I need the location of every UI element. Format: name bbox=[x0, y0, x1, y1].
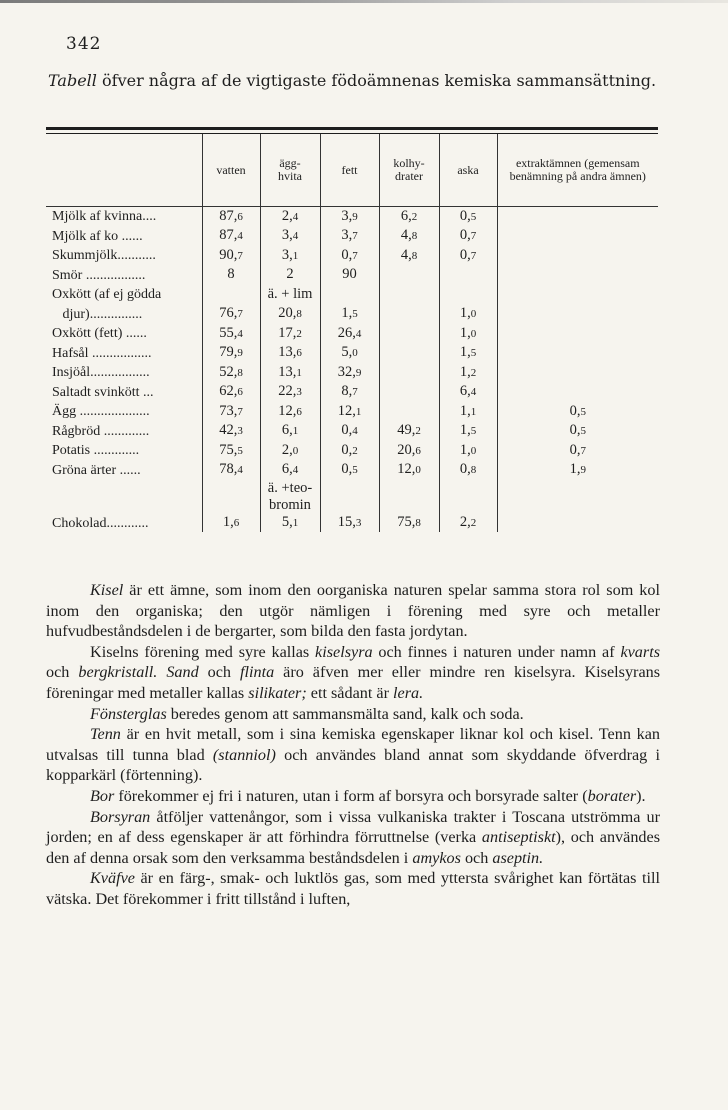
cell-extr bbox=[497, 227, 658, 247]
cell-aggh bbox=[260, 461, 320, 481]
cell-aggh bbox=[260, 246, 320, 266]
cell-value: 2 bbox=[286, 266, 294, 283]
cell-vatten bbox=[202, 305, 260, 325]
cell-decimal: 5 bbox=[470, 347, 477, 360]
cell-value: 49, bbox=[397, 422, 416, 439]
cell-decimal: 7 bbox=[237, 308, 243, 321]
food-name: Saltadt svinkött ... bbox=[52, 384, 154, 400]
cell-value: 5, bbox=[281, 514, 293, 530]
cell-aggh bbox=[260, 227, 320, 247]
paragraph-borsyran: Borsyran åtföljer vattenångor, som i vissa vulkaniska trakter i Toscana utströmma ur jorden; en af dess egenskaper är att förhindra förruttnelse (verka antiseptiskt), och användes den af denna orsak som den verksamma beståndsdelen i amykos och aseptin. bbox=[46, 807, 660, 867]
cell-extr bbox=[497, 324, 658, 344]
cell-value: 55, bbox=[219, 324, 238, 341]
cell-value: ä. + lim bbox=[267, 285, 313, 302]
cell-value: 12, bbox=[397, 461, 416, 478]
cell-value: 87, bbox=[219, 227, 238, 244]
cell-value: 1, bbox=[341, 305, 353, 322]
cell-fett bbox=[320, 285, 379, 305]
cell-decimal: 4 bbox=[292, 464, 299, 477]
cell-decimal: 5 bbox=[352, 464, 358, 477]
cell-decimal: 8 bbox=[470, 464, 477, 477]
table-row bbox=[46, 383, 658, 403]
cell-aska bbox=[439, 207, 497, 227]
cell-decimal: 4 bbox=[292, 210, 299, 223]
cell-decimal: 8 bbox=[237, 366, 243, 379]
cell-decimal: 7 bbox=[237, 249, 243, 262]
table-header-row bbox=[46, 134, 658, 207]
cell-decimal: 8 bbox=[296, 308, 302, 321]
cell-value: 1, bbox=[459, 344, 471, 361]
cell-decimal: 7 bbox=[237, 405, 243, 418]
cell-aggh bbox=[260, 344, 320, 364]
cell-value: 6, bbox=[459, 383, 471, 400]
cell-value: 20, bbox=[278, 305, 297, 322]
cell-aska bbox=[439, 246, 497, 266]
cell-kolh bbox=[379, 324, 439, 344]
cell-extr bbox=[497, 344, 658, 364]
food-name: Smör ................. bbox=[52, 267, 146, 283]
cell-value: 0, bbox=[459, 227, 471, 244]
cell-decimal: 7 bbox=[470, 230, 477, 243]
cell-decimal: 3 bbox=[296, 386, 302, 399]
cell-aska bbox=[439, 285, 497, 305]
cell-fett bbox=[320, 207, 379, 227]
cell-decimal: 4 bbox=[237, 327, 243, 340]
food-name: Mjölk af kvinna.... bbox=[52, 209, 157, 225]
cell-decimal: 8 bbox=[415, 517, 421, 529]
food-name: djur)............... bbox=[52, 306, 143, 322]
cell-value: 2, bbox=[281, 207, 293, 224]
cell-extr bbox=[497, 383, 658, 403]
cell-aska bbox=[439, 480, 497, 532]
cell-aska bbox=[439, 363, 497, 383]
food-name: Chokolad............ bbox=[52, 516, 149, 531]
cell-aska bbox=[439, 324, 497, 344]
cell-kolh bbox=[379, 344, 439, 364]
cell-fett bbox=[320, 402, 379, 422]
cell-decimal: 2 bbox=[470, 366, 477, 379]
caption-lead: Tabell bbox=[48, 71, 97, 90]
cell-value: 1, bbox=[459, 441, 471, 458]
cell-extr bbox=[497, 480, 658, 532]
cell-fett bbox=[320, 227, 379, 247]
cell-fett bbox=[320, 324, 379, 344]
header-aska: aska bbox=[439, 134, 497, 207]
cell-vatten bbox=[202, 285, 260, 305]
food-name: Ägg .................... bbox=[52, 404, 150, 420]
cell-extr bbox=[497, 207, 658, 227]
cell-decimal: 3 bbox=[355, 517, 362, 529]
cell-value: 75, bbox=[219, 441, 238, 458]
cell-vatten bbox=[202, 246, 260, 266]
cell-vatten bbox=[202, 441, 260, 461]
cell-decimal: 6 bbox=[237, 386, 243, 399]
cell-value: 52, bbox=[219, 363, 238, 380]
cell-value: 87, bbox=[219, 207, 238, 224]
cell-vatten bbox=[202, 227, 260, 247]
cell-decimal: 1 bbox=[355, 405, 362, 418]
cell-decimal: 6 bbox=[296, 405, 302, 418]
cell-decimal: 5 bbox=[470, 210, 477, 223]
paragraph-kiselsyra: Kiselns förening med syre kallas kiselsyra och finnes i naturen under namn af kvarts och bergkristall. Sand och flinta äro äfven mer eller mindre ren kiselsyra. Kiselsyrans föreningar med metaller kallas silikater; ett sådant är lera. bbox=[46, 642, 661, 702]
cell-value: 26, bbox=[337, 324, 356, 341]
cell-aggh bbox=[260, 324, 320, 344]
cell-decimal: 5 bbox=[580, 405, 586, 418]
cell-fett bbox=[320, 480, 379, 532]
cell-value: 3, bbox=[281, 227, 293, 244]
cell-decimal: 4 bbox=[352, 425, 358, 438]
cell-fett bbox=[320, 266, 379, 286]
table-row bbox=[46, 207, 658, 227]
cell-decimal: 0 bbox=[352, 347, 358, 360]
cell-kolh bbox=[379, 285, 439, 305]
cell-extr bbox=[497, 285, 658, 305]
cell-kolh bbox=[379, 480, 439, 532]
cell-value: 1, bbox=[459, 402, 471, 419]
cell-value: 13, bbox=[278, 363, 297, 380]
cell-value: 90, bbox=[219, 246, 238, 263]
cell-extr bbox=[497, 402, 658, 422]
food-name: Mjölk af ko ...... bbox=[52, 228, 143, 244]
cell-decimal: 4 bbox=[470, 386, 477, 399]
cell-value: 17, bbox=[278, 324, 297, 341]
cell-aggh bbox=[260, 422, 320, 442]
cell-value: 0, bbox=[569, 422, 581, 439]
cell-vatten bbox=[202, 422, 260, 442]
cell-decimal: 5 bbox=[580, 425, 586, 438]
composition-table bbox=[46, 134, 658, 532]
cell-note: ä. +teo- bromin bbox=[267, 480, 313, 513]
cell-kolh bbox=[379, 207, 439, 227]
cell-decimal: 2 bbox=[415, 425, 421, 438]
cell-extr bbox=[497, 305, 658, 325]
cell-aggh bbox=[260, 305, 320, 325]
cell-value: 12, bbox=[337, 402, 356, 419]
table-caption bbox=[48, 70, 668, 91]
cell-fett bbox=[320, 422, 379, 442]
cell-value: 1, bbox=[459, 305, 471, 322]
paragraph-tenn: Tenn är en hvit metall, som i sina kemiska egenskaper liknar kol och kisel. Tenn kan utvalsas till tunna blad (stanniol) och användes bland annat som skyddande öfverdrag i kopparkärl (förtenning). bbox=[46, 725, 660, 785]
cell-value: 2, bbox=[459, 514, 471, 530]
cell-decimal: 6 bbox=[237, 210, 243, 223]
cell-decimal: 9 bbox=[237, 347, 243, 360]
cell-decimal: 4 bbox=[237, 464, 243, 477]
cell-value: 73, bbox=[219, 402, 238, 419]
cell-aggh bbox=[260, 363, 320, 383]
cell-decimal: 7 bbox=[352, 230, 358, 243]
cell-value: 4, bbox=[400, 246, 412, 263]
cell-vatten bbox=[202, 344, 260, 364]
cell-value: 0, bbox=[341, 422, 353, 439]
header-extraktamnen: extraktämnen (gemensam benämning på andra ämnen) bbox=[497, 134, 658, 207]
cell-aska bbox=[439, 266, 497, 286]
cell-vatten bbox=[202, 207, 260, 227]
food-name: Insjöål................. bbox=[52, 365, 150, 381]
cell-value: 6, bbox=[281, 461, 293, 478]
cell-kolh bbox=[379, 246, 439, 266]
food-name: Potatis ............. bbox=[52, 443, 140, 459]
cell-fett bbox=[320, 246, 379, 266]
cell-value: 62, bbox=[219, 383, 238, 400]
cell-decimal: 6 bbox=[233, 517, 240, 529]
cell-value: 20, bbox=[397, 441, 416, 458]
cell-value: 0, bbox=[459, 246, 471, 263]
cell-value: 0, bbox=[459, 461, 471, 478]
table-row bbox=[46, 461, 658, 481]
cell-extr bbox=[497, 441, 658, 461]
cell-decimal: 0 bbox=[470, 444, 477, 457]
cell-value: 42, bbox=[219, 422, 238, 439]
cell-decimal: 5 bbox=[470, 425, 477, 438]
cell-value: 6, bbox=[400, 207, 412, 224]
cell-value: 22, bbox=[278, 383, 297, 400]
header-vatten: vatten bbox=[202, 134, 260, 207]
cell-decimal: 1 bbox=[296, 366, 302, 379]
cell-decimal: 6 bbox=[296, 347, 302, 360]
cell-decimal: 6 bbox=[415, 444, 421, 457]
cell-aska bbox=[439, 344, 497, 364]
cell-value: 1, bbox=[569, 461, 581, 478]
cell-decimal: 9 bbox=[580, 464, 586, 477]
cell-decimal: 1 bbox=[470, 405, 477, 418]
cell-value: 79, bbox=[219, 344, 238, 361]
cell-aggh bbox=[260, 441, 320, 461]
header-agghvita: ägg- hvita bbox=[260, 134, 320, 207]
table-row bbox=[46, 246, 658, 266]
cell-vatten bbox=[202, 266, 260, 286]
food-name: Oxkött (af ej gödda bbox=[52, 287, 162, 303]
table-row bbox=[46, 305, 658, 325]
cell-vatten bbox=[202, 402, 260, 422]
cell-value: 6, bbox=[281, 422, 293, 439]
cell-decimal: 4 bbox=[355, 327, 362, 340]
cell-value: 3, bbox=[341, 227, 353, 244]
table-row bbox=[46, 285, 658, 305]
cell-value: 0, bbox=[341, 441, 353, 458]
table-row bbox=[46, 441, 658, 461]
cell-aggh bbox=[260, 266, 320, 286]
cell-kolh bbox=[379, 266, 439, 286]
cell-value: 1, bbox=[222, 514, 234, 530]
cell-decimal: 9 bbox=[352, 210, 358, 223]
table-row bbox=[46, 422, 658, 442]
table-row bbox=[46, 266, 658, 286]
cell-kolh bbox=[379, 363, 439, 383]
cell-value: 1, bbox=[459, 324, 471, 341]
table-row bbox=[46, 363, 658, 383]
cell-decimal: 7 bbox=[352, 249, 358, 262]
cell-aska bbox=[439, 305, 497, 325]
cell-value: 90 bbox=[342, 266, 357, 283]
cell-decimal: 4 bbox=[292, 230, 299, 243]
cell-value: 3, bbox=[281, 246, 293, 263]
cell-decimal: 1 bbox=[292, 425, 299, 438]
cell-value: 5, bbox=[341, 344, 353, 361]
cell-aggh bbox=[260, 383, 320, 403]
table-row bbox=[46, 480, 658, 532]
cell-kolh bbox=[379, 305, 439, 325]
cell-decimal: 2 bbox=[411, 210, 418, 223]
food-name: Skummjölk........... bbox=[52, 248, 156, 264]
cell-extr bbox=[497, 246, 658, 266]
food-name: Hafsål ................. bbox=[52, 345, 152, 361]
cell-kolh bbox=[379, 383, 439, 403]
cell-value: 75, bbox=[397, 514, 416, 530]
cell-decimal: 3 bbox=[237, 425, 243, 438]
cell-aska bbox=[439, 461, 497, 481]
cell-kolh bbox=[379, 402, 439, 422]
cell-extr bbox=[497, 363, 658, 383]
cell-fett bbox=[320, 441, 379, 461]
table-body bbox=[46, 207, 658, 533]
cell-value: 3, bbox=[341, 207, 353, 224]
paragraph-fonsterglas: Fönsterglas beredes genom att sammansmälta sand, kalk och soda. bbox=[90, 704, 524, 723]
cell-decimal: 9 bbox=[355, 366, 362, 379]
cell-vatten bbox=[202, 324, 260, 344]
cell-value: 12, bbox=[278, 402, 297, 419]
cell-fett bbox=[320, 344, 379, 364]
cell-decimal: 0 bbox=[415, 464, 421, 477]
cell-decimal: 1 bbox=[292, 249, 299, 262]
cell-decimal: 2 bbox=[296, 327, 302, 340]
cell-aska bbox=[439, 383, 497, 403]
paragraph-kvafve: Kväfve är en färg-, smak- och luktlös gas, som med yttersta svårighet kan förtätas till vätska. Det förekommer i fritt tillstånd i luften, bbox=[46, 869, 660, 908]
cell-fett bbox=[320, 305, 379, 325]
cell-decimal: 8 bbox=[411, 230, 418, 243]
header-kolhydrater: kolhy- drater bbox=[379, 134, 439, 207]
scan-edge bbox=[0, 0, 728, 3]
cell-extr bbox=[497, 422, 658, 442]
page-number: 342 bbox=[66, 34, 102, 54]
cell-extr bbox=[497, 461, 658, 481]
cell-value: 76, bbox=[219, 305, 238, 322]
cell-fett bbox=[320, 461, 379, 481]
cell-decimal: 5 bbox=[352, 308, 358, 321]
cell-kolh bbox=[379, 461, 439, 481]
cell-decimal: 8 bbox=[411, 249, 418, 262]
cell-decimal: 0 bbox=[292, 444, 299, 457]
cell-aggh bbox=[260, 480, 320, 532]
table-row bbox=[46, 344, 658, 364]
cell-decimal: 0 bbox=[470, 327, 477, 340]
cell-aggh bbox=[260, 285, 320, 305]
cell-kolh bbox=[379, 227, 439, 247]
cell-kolh bbox=[379, 441, 439, 461]
cell-aska bbox=[439, 402, 497, 422]
cell-value: 1, bbox=[459, 422, 471, 439]
cell-aggh bbox=[260, 207, 320, 227]
cell-value: 2, bbox=[281, 441, 293, 458]
cell-extr bbox=[497, 266, 658, 286]
cell-aggh bbox=[260, 402, 320, 422]
caption-text: öfver några af de vigtigaste födoämnenas kemiska sammansättning. bbox=[96, 71, 657, 90]
cell-decimal: 7 bbox=[580, 444, 586, 457]
food-name: Rågbröd ............. bbox=[52, 423, 150, 439]
cell-value: 4, bbox=[400, 227, 412, 244]
cell-value: 0, bbox=[569, 402, 581, 419]
cell-value: 15, bbox=[337, 514, 356, 530]
cell-decimal: 0 bbox=[470, 308, 477, 321]
paragraph-kisel: Kisel är ett ämne, som inom den oorganiska naturen spelar samma stora rol som kol inom den organiska; den utgör nämligen i förening med syre och metaller hufvudbeståndsdelen i de bergarter, som bilda den fasta jordytan. bbox=[46, 581, 660, 641]
cell-fett bbox=[320, 383, 379, 403]
food-name: Gröna ärter ...... bbox=[52, 462, 141, 478]
cell-value: 0, bbox=[569, 441, 581, 458]
cell-vatten bbox=[202, 480, 260, 532]
cell-aska bbox=[439, 441, 497, 461]
table-row bbox=[46, 227, 658, 247]
food-name: Oxkött (fett) ...... bbox=[52, 326, 147, 342]
cell-decimal: 2 bbox=[470, 517, 477, 529]
cell-decimal: 7 bbox=[470, 249, 477, 262]
table-row bbox=[46, 402, 658, 422]
cell-vatten bbox=[202, 363, 260, 383]
cell-fett bbox=[320, 363, 379, 383]
table-top-rule bbox=[46, 127, 658, 130]
cell-value: 0, bbox=[341, 246, 353, 263]
cell-decimal: 2 bbox=[352, 444, 358, 457]
cell-value: 32, bbox=[337, 363, 356, 380]
cell-value: 78, bbox=[219, 461, 238, 478]
cell-value: 0, bbox=[459, 207, 471, 224]
cell-decimal: 4 bbox=[237, 230, 243, 243]
cell-decimal: 1 bbox=[292, 517, 299, 529]
paragraph-bor: Bor förekommer ej fri i naturen, utan i form af borsyra och borsyrade salter (borater). bbox=[90, 786, 646, 805]
cell-value: 13, bbox=[278, 344, 297, 361]
cell-value: 0, bbox=[341, 461, 353, 478]
header-fett: fett bbox=[320, 134, 379, 207]
cell-vatten bbox=[202, 383, 260, 403]
cell-aska bbox=[439, 227, 497, 247]
cell-value: 1, bbox=[459, 363, 471, 380]
cell-decimal: 5 bbox=[237, 444, 243, 457]
body-text bbox=[46, 580, 660, 910]
cell-aska bbox=[439, 422, 497, 442]
cell-kolh bbox=[379, 422, 439, 442]
cell-value: 8 bbox=[227, 266, 235, 283]
cell-vatten bbox=[202, 461, 260, 481]
table-row bbox=[46, 324, 658, 344]
cell-decimal: 7 bbox=[352, 386, 358, 399]
cell-value: 8, bbox=[341, 383, 353, 400]
header-food bbox=[46, 134, 202, 207]
